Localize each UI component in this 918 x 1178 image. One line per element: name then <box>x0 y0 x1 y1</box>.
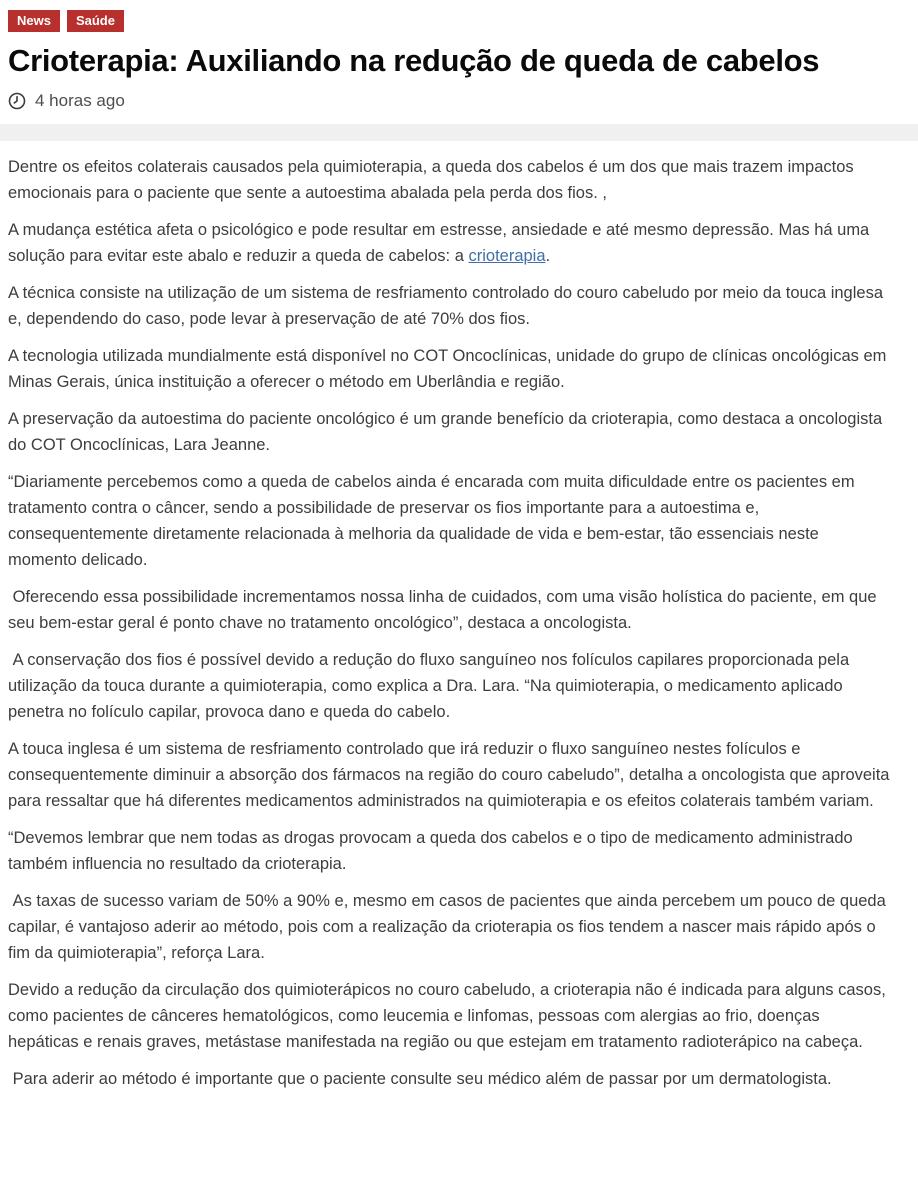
article-body <box>0 141 918 1092</box>
article-paragraph: As taxas de sucesso variam de 50% a 90% e, mesmo em casos de pacientes que ainda percebem um pouco de queda capilar, é vantajoso aderir ao método, pois com a realização da crioterapia os fios tendem a nascer mais rápido após o fim da quimioterapia”, reforça Lara. <box>8 892 891 962</box>
article-paragraph: Devido a redução da circulação dos quimioterápicos no couro cabeludo, a crioterapia não é indicada para alguns casos, como pacientes de cânceres hematológicos, como leucemia e linfomas, pessoas com alergias ao frio, doenças hepáticas e renais graves, metástase manifestada na região ou que estejam em tratamento radioterápico na cabeça. <box>8 981 891 1051</box>
article-paragraph: “Diariamente percebemos como a queda de cabelos ainda é encarada com muita dificuldade entre os pacientes em tratamento contra o câncer, sendo a possibilidade de preservar os fios importante para a autoestima e, consequentemente diretamente relacionada à melhoria da qualidade de vida e bem-estar, tão essenciais neste momento delicado. <box>8 473 860 569</box>
section-divider <box>0 124 918 141</box>
crioterapia-link[interactable]: crioterapia <box>468 247 546 265</box>
article-paragraph <box>8 217 892 269</box>
article-paragraph: Dentre os efeitos colaterais causados pela quimioterapia, a queda dos cabelos é um dos que mais trazem impactos emocionais para o paciente que sente a autoestima abalada pela perda dos fios. , <box>8 158 859 202</box>
category-tags <box>8 10 908 32</box>
article-paragraph: A técnica consiste na utilização de um sistema de resfriamento controlado do couro cabeludo por meio da touca inglesa e, dependendo do caso, pode levar à preservação de até 70% dos fios. <box>8 284 888 328</box>
clock-icon <box>8 92 26 110</box>
article-paragraph: A tecnologia utilizada mundialmente está disponível no COT Oncoclínicas, unidade do grupo de clínicas oncológicas em Minas Gerais, única instituição a oferecer o método em Uberlândia e região. <box>8 347 891 391</box>
tag-saude[interactable]: Saúde <box>67 10 124 32</box>
paragraph-text: . <box>545 247 551 265</box>
article-header <box>0 0 918 111</box>
article-paragraph: Oferecendo essa possibilidade incrementamos nossa linha de cuidados, com uma visão holística do paciente, em que seu bem-estar geral é ponto chave no tratamento oncológico”, destaca a oncologista. <box>8 588 882 632</box>
article-paragraph: A touca inglesa é um sistema de resfriamento controlado que irá reduzir o fluxo sanguíneo nestes folículos e consequentemente diminuir a absorção dos fármacos na região do couro cabeludo”, detalha a oncologista que aproveita para ressaltar que há diferentes medicamentos administrados na quimioterapia e os efeitos colaterais também variam. <box>8 740 895 810</box>
tag-news[interactable]: News <box>8 10 60 32</box>
post-time: 4 horas ago <box>35 91 125 110</box>
article-paragraph: A conservação dos fios é possível devido a redução do fluxo sanguíneo nos folículos capilares proporcionada pela utilização da touca durante a quimioterapia, como explica a Dra. Lara. “Na quimioterapia, o medicamento aplicado penetra no folículo capilar, provoca dano e queda do cabelo. <box>8 651 854 721</box>
paragraph-text: A mudança estética afeta o psicológico e pode resultar em estresse, ansiedade e até mesmo depressão. Mas há uma solução para evitar este abalo e reduzir a queda de cabelos: a <box>8 221 874 265</box>
article-paragraph: “Devemos lembrar que nem todas as drogas provocam a queda dos cabelos e o tipo de medicamento administrado também influencia no resultado da crioterapia. <box>8 829 858 873</box>
post-meta <box>8 91 908 111</box>
article-paragraph: A preservação da autoestima do paciente oncológico é um grande benefício da crioterapia, como destaca a oncologista do COT Oncoclínicas, Lara Jeanne. <box>8 410 887 454</box>
page-title: Crioterapia: Auxiliando na redução de queda de cabelos <box>8 43 820 78</box>
article-paragraph: Para aderir ao método é importante que o paciente consulte seu médico além de passar por um dermatologista. <box>8 1070 832 1088</box>
